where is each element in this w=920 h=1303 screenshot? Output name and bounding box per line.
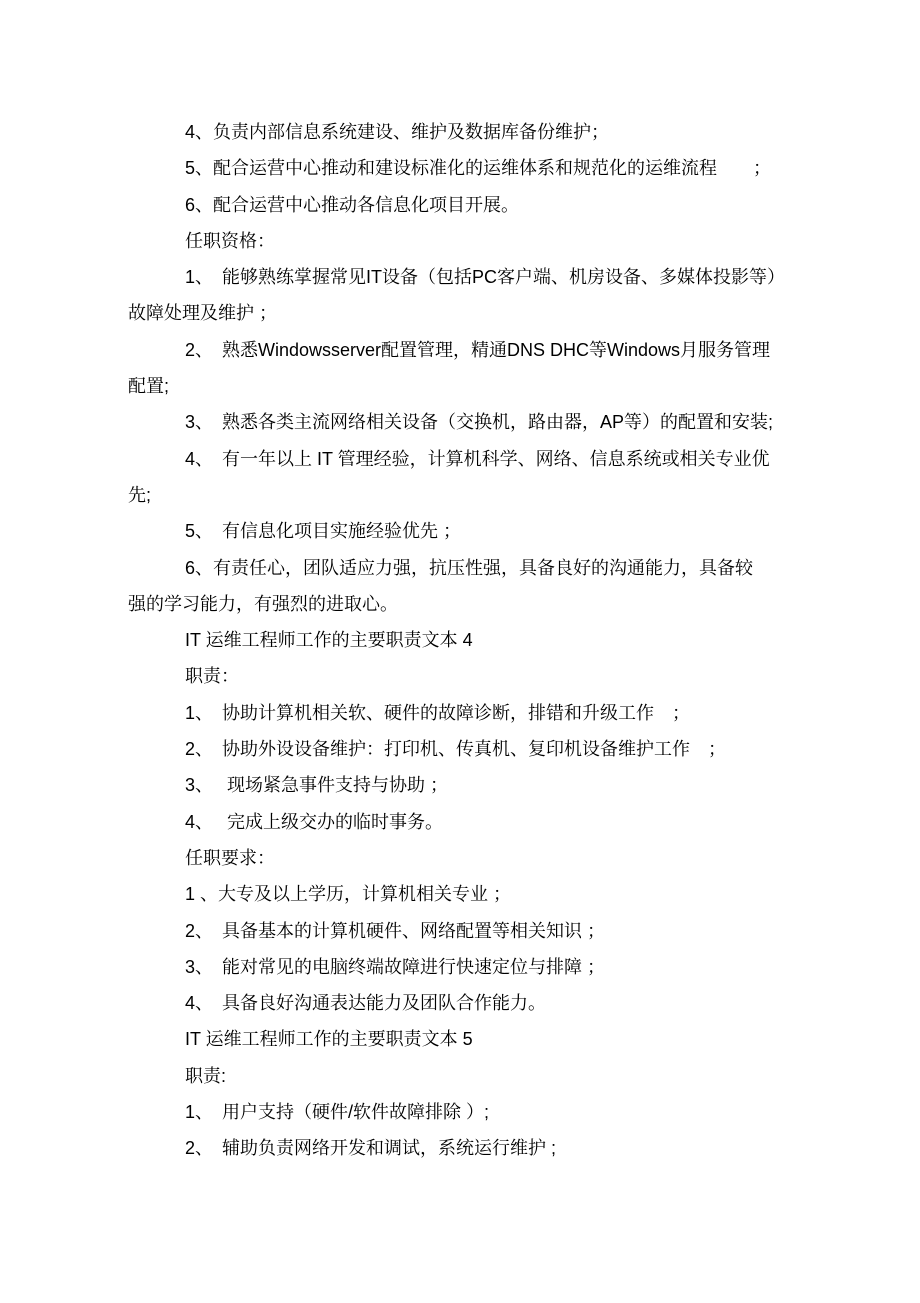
text-line: 4、 具备良好沟通表达能力及团队合作能力。 <box>185 993 547 1014</box>
text-line: 6、有责任心，团队适应力强，抗压性强，具备良好的沟通能力，具备较 <box>185 557 754 578</box>
text-line: 4、 有一年以上 IT 管理经验，计算机科学、网络、信息系统或相关专业优 <box>185 448 770 469</box>
text-line: 2、 协助外设设备维护：打印机、传真机、复印机设备维护工作 ； <box>185 739 727 760</box>
text-line: 任职要求： <box>185 847 275 868</box>
text-line: 6、配合运营中心推动各信息化项目开展。 <box>185 194 520 215</box>
text-line: IT 运维工程师工作的主要职责文本 5 <box>185 1029 473 1050</box>
text-line: 4、 完成上级交办的临时事务。 <box>185 811 444 832</box>
text-line: 配置; <box>128 376 170 397</box>
text-line: 3、 熟悉各类主流网络相关设备（交换机，路由器，AP等）的配置和安装; <box>185 412 774 433</box>
text-line: 2、 具备基本的计算机硬件、网络配置等相关知识 ； <box>185 920 606 941</box>
text-line: 2、 熟悉Windowsserver配置管理，精通DNS DHC等Windows月服务管理 <box>185 339 771 360</box>
text-line: 1、 用户支持（硬件/软件故障排除 ）; <box>185 1102 490 1123</box>
text-line: 故障处理及维护 ； <box>128 303 278 324</box>
text-line: 职责: <box>185 1065 227 1086</box>
text-line: 职责： <box>185 666 239 687</box>
text-line: 5、 有信息化项目实施经验优先 ； <box>185 521 462 542</box>
text-line: 3、 现场紧急事件支持与协助 ； <box>185 775 449 796</box>
text-line: IT 运维工程师工作的主要职责文本 4 <box>185 630 473 651</box>
text-line: 1、 能够熟练掌握常见IT设备（包括PC客户端、机房设备、多媒体投影等） <box>185 267 786 288</box>
text-line: 先; <box>128 484 152 505</box>
document-body <box>128 114 800 1167</box>
text-line: 3、 能对常见的电脑终端故障进行快速定位与排障 ； <box>185 956 606 977</box>
text-line: 1、 协助计算机相关软、硬件的故障诊断，排错和升级工作 ； <box>185 702 691 723</box>
text-line: 5、配合运营中心推动和建设标准化的运维体系和规范化的运维流程 ； <box>185 158 772 179</box>
text-line: 1 、大专及以上学历，计算机相关专业 ； <box>185 884 512 905</box>
text-line: 2、 辅助负责网络开发和调试，系统运行维护 ; <box>185 1138 557 1159</box>
text-line: 强的学习能力，有强烈的进取心。 <box>128 593 398 614</box>
text-line: 任职资格： <box>185 230 275 251</box>
text-line: 4、负责内部信息系统建设、维护及数据库备份维护； <box>185 122 610 142</box>
